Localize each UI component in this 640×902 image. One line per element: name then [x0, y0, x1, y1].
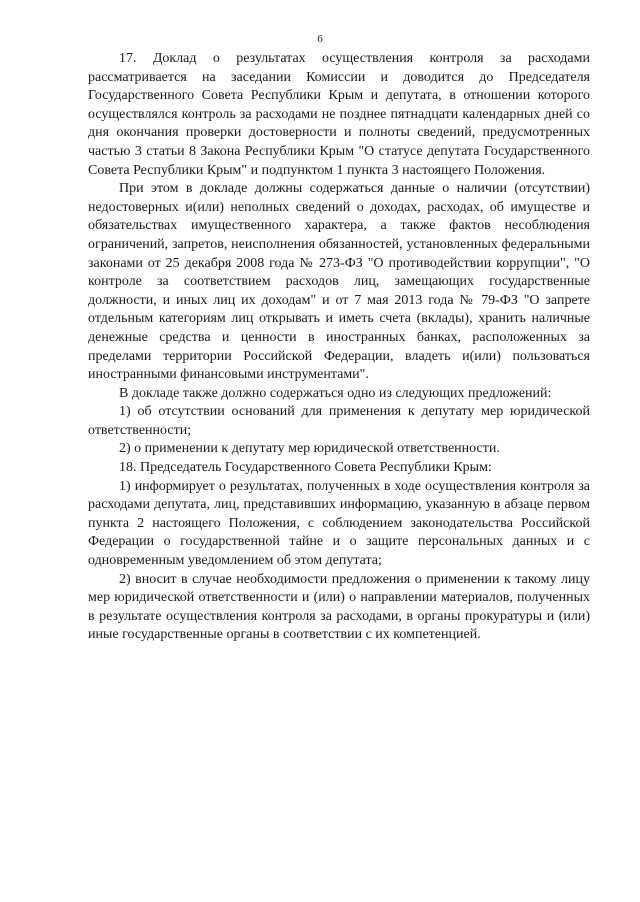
proposal-item-2: 2) о применении к депутату мер юридической ответственности.: [119, 441, 500, 457]
paragraph-18-chairman: 18. Председатель Государственного Совета Республики Крым:: [119, 460, 492, 476]
paragraph-report-contents: При этом в докладе должны содержаться данные о наличии (отсутствии) недостоверных и(или) неполных сведений о доходах, расходах, об имуществе и обязательствах имущественного характера, а также фактов несоблюдения ограничений, запретов, неисполнения обязанностей, установленных федеральными законами от 25 декабря 2008 года № 273-ФЗ "О противодействии коррупции", "О контроле за соответствием расходов лиц, замещающих государственные должности, и иных лиц их доходам" и от 7 мая 2013 года № 79-ФЗ "О запрете отдельным категориям лиц открывать и иметь счета (вклады), хранить наличные денежные средства и ценности в иностранных банках, расположенных за пределами территории Российской Федерации, владеть и(или) пользоваться иностранными финансовыми инструментами".: [88, 181, 590, 383]
page-number: 6: [317, 33, 323, 45]
paragraph-17-report-review: 17. Доклад о результатах осуществления контроля за расходами рассматривается на заседании Комиссии и доводится до Председателя Государственного Совета Республики Крым и депутата, в отношении которого осуществлялся контроль за расходами не позднее пятнадцати календарных дней со дня окончания проверки достоверности и полноты сведений, предусмотренных частью 3 статьи 8 Закона Республики Крым "О статусе депутата Государственного Совета Республики Крым" и подпунктом 1 пункта 3 настоящего Положения.: [88, 51, 590, 178]
document-body: [88, 50, 590, 645]
paragraph-report-proposals: В докладе также должно содержаться одно из следующих предложений:: [119, 385, 552, 401]
proposal-item-1: 1) об отсутствии оснований для применения к депутату мер юридической ответственности;: [88, 404, 590, 438]
chairman-duty-1: 1) информирует о результатах, полученных в ходе осуществления контроля за расходами депутата, лиц, представивших информацию, указанную в абзаце первом пункта 2 настоящего Положения, с соблюдением законодательства Российской Федерации о государственной тайне и о защите персональных данных и с одновременным уведомлением об этом депутата;: [88, 478, 590, 569]
chairman-duty-2: 2) вносит в случае необходимости предложения о применении к такому лицу мер юридической ответственности и (или) о направлении материалов, полученных в результате осуществления контроля за расходами, в органы прокуратуры и (или) иные государственные органы в соответствии с их компетенцией.: [88, 571, 590, 643]
